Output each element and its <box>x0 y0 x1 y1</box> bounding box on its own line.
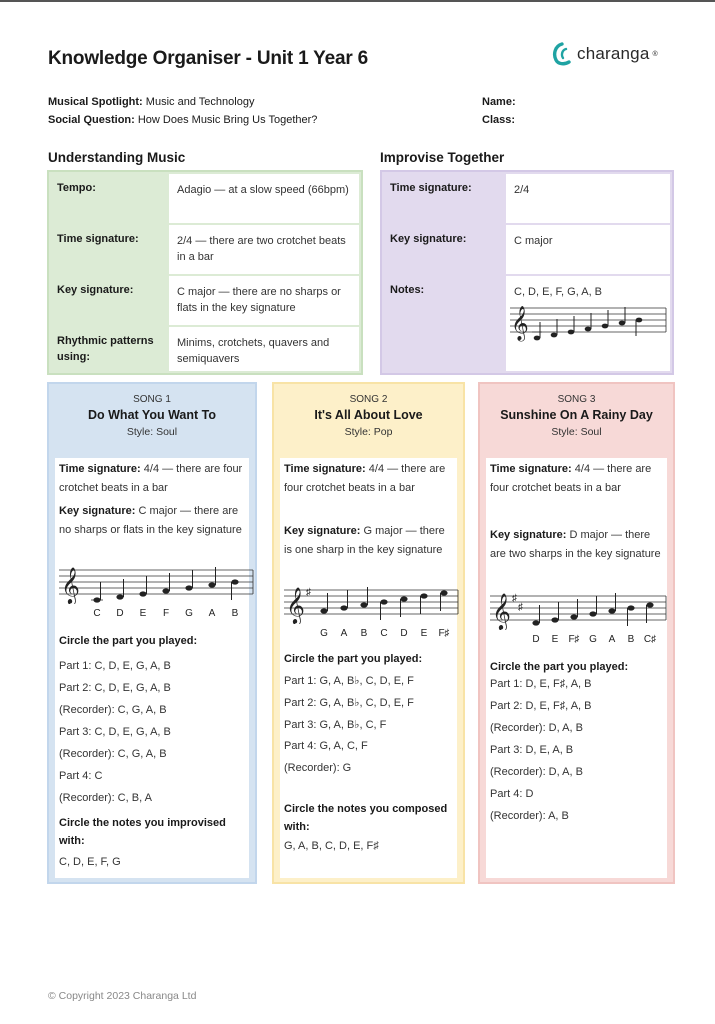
note-label: F <box>162 608 170 619</box>
song-2-time-value: 4/4 — there are four crotchet beats in a bar <box>284 463 446 494</box>
song-2-composed-label: Circle the notes you composed with: <box>284 803 448 833</box>
note-label: E <box>139 608 147 619</box>
question-label: Social Question: <box>48 114 135 126</box>
note <box>91 582 103 603</box>
sharp-icon: ♯ <box>512 593 517 604</box>
table-row <box>49 223 361 274</box>
song-1-card <box>47 382 257 884</box>
song-2-time-signature <box>284 460 453 498</box>
song-3-body <box>486 458 667 878</box>
note <box>420 593 427 614</box>
note <box>568 316 575 334</box>
note-label: C <box>93 608 101 619</box>
song-2-staff <box>284 582 460 624</box>
song-1-improvised-notes[interactable]: C, D, E, F, G <box>59 856 121 868</box>
song-1-key-value: C major — there are no sharps or flats in the key signature <box>59 505 242 536</box>
song-1-body <box>55 458 249 878</box>
sharp-icon: ♯ <box>518 602 523 613</box>
song-2-body <box>280 458 457 878</box>
improvise-time-signature-label: Time signature: <box>390 182 472 194</box>
improvise-notes-label: Notes: <box>390 284 425 296</box>
song-1-time-signature <box>59 460 245 498</box>
part-option[interactable]: Part 3: D, E, A, B <box>490 744 574 756</box>
key-signature-label: Key signature: <box>57 284 134 296</box>
copyright-footer: © Copyright 2023 Charanga Ltd <box>48 990 197 1002</box>
note <box>619 307 626 325</box>
part-option[interactable]: (Recorder): C, G, A, B <box>59 748 167 760</box>
rhythmic-patterns-value: Minims, crotchets, quavers and semiquavers <box>169 327 359 371</box>
note-label: C♯ <box>643 634 657 645</box>
song-2-key-signature <box>284 522 453 560</box>
song-3-style: Style: Soul <box>551 426 602 438</box>
note-label: F♯ <box>438 628 450 639</box>
song-2-composed-notes[interactable]: G, A, B, C, D, E, F♯ <box>284 840 379 852</box>
song-3-time-value: 4/4 — there are four crotchet beats in a bar <box>490 463 652 494</box>
song-3-card <box>478 382 675 884</box>
note-label: F♯ <box>568 634 580 645</box>
part-option[interactable]: (Recorder): A, B <box>490 810 569 822</box>
note <box>585 313 592 331</box>
part-option[interactable]: Part 2: D, E, F♯, A, B <box>490 700 592 712</box>
note-label: E <box>551 634 559 645</box>
song-3-time-signature <box>490 460 663 498</box>
note-label: D <box>116 608 124 619</box>
part-option[interactable]: (Recorder): G <box>284 762 352 774</box>
note-label: A <box>340 628 348 639</box>
note <box>636 318 643 336</box>
song-3-number: SONG 3 <box>557 394 596 405</box>
note-label: D <box>400 628 408 639</box>
note <box>532 322 542 340</box>
song-3-key-label: Key signature: <box>490 529 567 541</box>
table-row <box>49 325 361 373</box>
key-signature-value: C major — there are no sharps or flats in the key signature <box>169 276 359 325</box>
table-row <box>382 223 672 274</box>
logo-text: charanga <box>577 44 650 63</box>
question-value: How Does Music Bring Us Together? <box>137 114 318 126</box>
song-2-time-label: Time signature: <box>284 463 366 475</box>
song-1-name: Do What You Want To <box>88 408 216 422</box>
part-option[interactable]: (Recorder): D, A, B <box>490 766 583 778</box>
part-option[interactable]: Part 1: G, A, B♭, C, D, E, F <box>284 675 414 687</box>
song-3-staff <box>490 588 668 630</box>
song-2-style: Style: Pop <box>344 426 393 438</box>
tempo-value: Adagio — at a slow speed (66bpm) <box>169 174 359 223</box>
note-label: E <box>420 628 428 639</box>
song-2-header <box>274 384 463 454</box>
note <box>627 605 634 626</box>
charanga-logo-icon <box>552 42 574 66</box>
note <box>139 576 146 597</box>
part-option[interactable]: (Recorder): C, B, A <box>59 792 152 804</box>
note <box>231 579 238 600</box>
charanga-logo[interactable] <box>552 42 658 66</box>
class-field-label[interactable]: Class: <box>482 114 516 126</box>
name-field-label[interactable]: Name: <box>482 96 516 108</box>
note-label: G <box>185 608 193 619</box>
song-2-name: It's All About Love <box>314 408 423 422</box>
rhythmic-patterns-label: Rhythmic patterns using: <box>57 335 154 363</box>
part-option[interactable]: Part 4: D <box>490 788 534 800</box>
note-label: B <box>231 608 239 619</box>
song-1-header <box>49 384 255 454</box>
song-3-circle-part-label: Circle the part you played: <box>490 661 629 673</box>
note-label: D <box>532 634 540 645</box>
song-2-number: SONG 2 <box>349 394 388 405</box>
improvise-time-signature-value: 2/4 <box>506 174 670 223</box>
song-1-circle-part-label: Circle the part you played: <box>59 635 198 647</box>
song-2-card <box>272 382 465 884</box>
song-1-key-signature <box>59 502 245 540</box>
song-3-key-value: D major — there are two sharps in the key signature <box>490 529 661 560</box>
part-option[interactable]: (Recorder): D, A, B <box>490 722 583 734</box>
sharp-icon: ♯ <box>306 587 311 598</box>
page-title: Knowledge Organiser - Unit 1 Year 6 <box>48 48 368 69</box>
song-1-key-label: Key signature: <box>59 505 136 517</box>
note-label: A <box>208 608 216 619</box>
treble-clef-icon: 𝄞 <box>492 592 511 630</box>
part-option[interactable]: Part 3: G, A, B♭, C, F <box>284 719 387 731</box>
note-label: A <box>608 634 616 645</box>
part-option[interactable]: (Recorder): C, G, A, B <box>59 704 167 716</box>
musical-spotlight <box>48 96 254 108</box>
part-option[interactable]: Part 1: C, D, E, G, A, B <box>59 660 171 672</box>
part-option[interactable]: Part 4: G, A, C, F <box>284 740 368 752</box>
logo-registered-mark: ® <box>652 50 658 58</box>
note-label: C <box>380 628 388 639</box>
improvise-notes-value: C, D, E, F, G, A, B <box>514 286 603 298</box>
note <box>380 599 387 620</box>
treble-clef-icon: 𝄞 <box>286 586 305 624</box>
song-1-improvised-label: Circle the notes you improvised with: <box>59 817 226 847</box>
improvise-notes-group <box>532 307 642 340</box>
tempo-label: Tempo: <box>57 182 96 194</box>
song-1-time-label: Time signature: <box>59 463 141 475</box>
song-3-time-label: Time signature: <box>490 463 572 475</box>
part-option[interactable]: Part 3: C, D, E, G, A, B <box>59 726 171 738</box>
improvise-together-table <box>380 170 674 375</box>
table-row <box>49 172 361 223</box>
note <box>185 570 192 591</box>
improvise-together-title: Improvise Together <box>380 150 505 165</box>
note <box>589 596 596 617</box>
song-3-name: Sunshine On A Rainy Day <box>500 408 653 422</box>
treble-clef-icon: 𝄞 <box>61 566 80 604</box>
note-label: G <box>589 634 597 645</box>
song-2-key-value: G major — there is one sharp in the key signature <box>284 525 445 556</box>
note <box>602 310 609 328</box>
song-2-key-label: Key signature: <box>284 525 361 537</box>
part-option[interactable]: Part 2: C, D, E, G, A, B <box>59 682 171 694</box>
song-1-number: SONG 1 <box>133 394 171 405</box>
song-3-key-signature <box>490 526 663 564</box>
part-option[interactable]: Part 2: G, A, B♭, C, D, E, F <box>284 697 414 709</box>
improvise-key-signature-value: C major <box>506 225 670 274</box>
song-2-circle-part-label: Circle the part you played: <box>284 653 423 665</box>
song-3-header <box>480 384 673 454</box>
improvise-notes-value-cell <box>506 276 670 371</box>
note <box>340 590 347 611</box>
treble-clef-icon: 𝄞 <box>511 306 529 341</box>
social-question <box>48 114 317 126</box>
note <box>551 319 558 337</box>
song-1-staff <box>59 562 255 604</box>
song-1-time-value: 4/4 — there are four crotchet beats in a bar <box>59 463 243 494</box>
spotlight-label: Musical Spotlight: <box>48 96 143 108</box>
note-label: G <box>320 628 328 639</box>
part-option[interactable]: Part 4: C <box>59 770 103 782</box>
table-row <box>382 172 672 223</box>
note <box>551 602 558 623</box>
song-1-style: Style: Soul <box>126 426 178 438</box>
note-label: B <box>360 628 368 639</box>
note-label: B <box>627 634 635 645</box>
spotlight-value: Music and Technology <box>145 96 255 108</box>
table-row <box>382 274 672 373</box>
time-signature-label: Time signature: <box>57 233 139 245</box>
table-row <box>49 274 361 325</box>
improvise-staff <box>510 302 668 342</box>
improvise-key-signature-label: Key signature: <box>390 233 467 245</box>
part-option[interactable]: Part 1: D, E, F♯, A, B <box>490 678 592 690</box>
time-signature-value: 2/4 — there are two crotchet beats in a bar <box>169 225 359 274</box>
understanding-music-table <box>47 170 363 375</box>
understanding-music-title: Understanding Music <box>48 150 186 165</box>
